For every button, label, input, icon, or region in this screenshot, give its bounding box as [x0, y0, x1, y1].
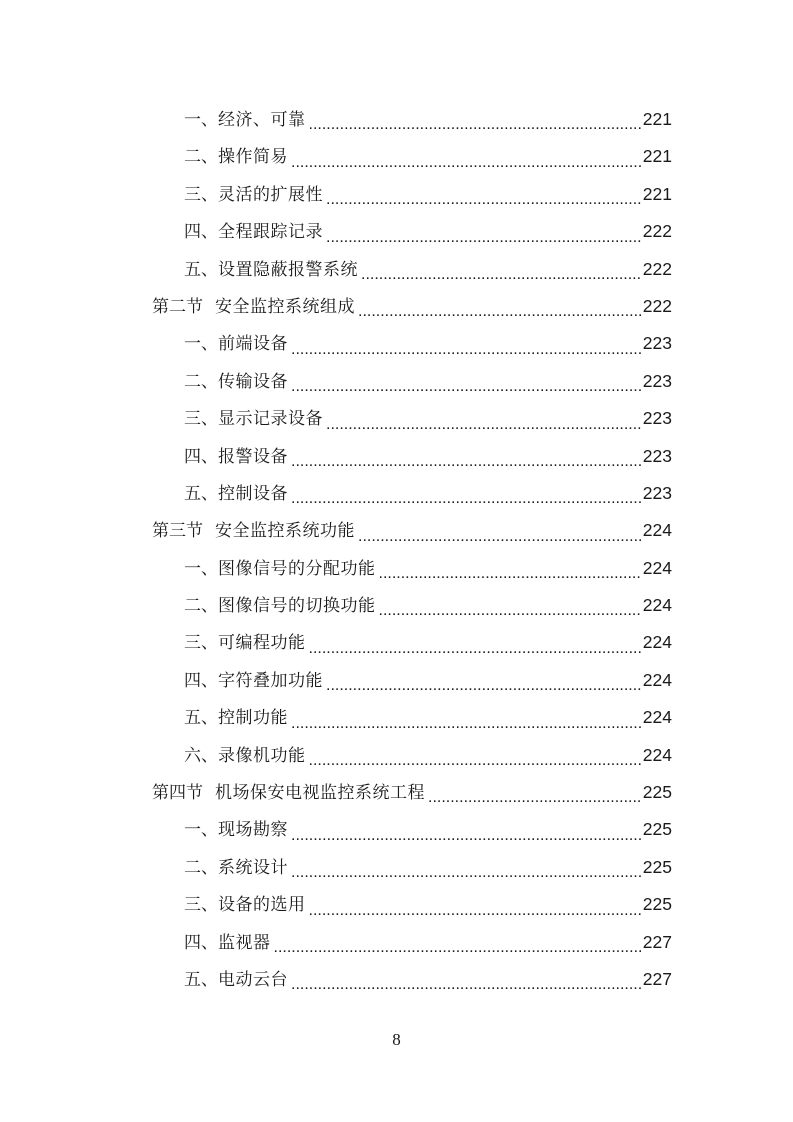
- toc-leader-dots: [289, 972, 642, 998]
- toc-leader-dots: [289, 860, 642, 886]
- toc-leader-dots: [324, 673, 642, 699]
- toc-entry-page: 221: [642, 109, 672, 129]
- toc-entry-title: 设置隐蔽报警系统: [218, 259, 358, 280]
- toc-entry-page: 225: [642, 894, 672, 915]
- toc-entry[interactable]: [152, 213, 672, 250]
- toc-entry-number: 五、: [184, 708, 218, 729]
- toc-entry-page: 224: [642, 520, 672, 541]
- toc-entry-page: 223: [642, 408, 672, 429]
- toc-entry[interactable]: [152, 363, 672, 400]
- toc-entry-page: 222: [642, 258, 672, 279]
- toc-entry-title: 全程跟踪记录: [218, 222, 323, 243]
- toc-entry-page: 224: [642, 669, 672, 690]
- toc-entry-title: 操作简易: [218, 147, 288, 168]
- toc-entry-title: 前端设备: [218, 334, 288, 355]
- toc-entry-number: 一、: [184, 820, 218, 841]
- toc-entry-number: 一、: [184, 558, 218, 579]
- toc-leader-dots: [324, 187, 642, 213]
- toc-entry-page: 225: [642, 819, 672, 840]
- toc-entry-title: 字符叠加功能: [218, 670, 323, 691]
- toc-section-entry[interactable]: [152, 288, 672, 325]
- toc-entry-page: 223: [642, 370, 672, 391]
- toc-entry-number: 第三节: [152, 521, 203, 542]
- toc-entry[interactable]: [152, 811, 672, 848]
- toc-entry[interactable]: [152, 587, 672, 624]
- toc-leader-dots: [307, 898, 642, 924]
- toc-entry-title: 可编程功能: [218, 633, 306, 654]
- toc-leader-dots: [426, 785, 642, 811]
- toc-entry-page: 224: [642, 595, 672, 616]
- table-of-contents: [152, 101, 672, 998]
- toc-entry-title: 安全监控系统组成: [215, 296, 355, 317]
- toc-entry[interactable]: [152, 737, 672, 774]
- toc-entry-page: 224: [642, 632, 672, 653]
- toc-entry[interactable]: [152, 924, 672, 961]
- toc-entry[interactable]: [152, 138, 672, 175]
- toc-entry-title: 灵活的扩展性: [218, 184, 323, 205]
- toc-entry-page: 224: [642, 744, 672, 765]
- toc-leader-dots: [356, 524, 642, 550]
- toc-entry[interactable]: [152, 886, 672, 923]
- toc-leader-dots: [377, 561, 642, 587]
- toc-leader-dots: [289, 711, 642, 737]
- toc-entry[interactable]: [152, 475, 672, 512]
- toc-entry-title: 经济、可靠: [218, 110, 306, 130]
- toc-entry-page: 223: [642, 333, 672, 354]
- toc-entry[interactable]: [152, 849, 672, 886]
- toc-leader-dots: [377, 598, 642, 624]
- toc-entry-number: 四、: [184, 670, 218, 691]
- toc-entry-title: 控制设备: [218, 483, 288, 504]
- toc-entry-title: 现场勘察: [218, 820, 288, 841]
- toc-entry-page: 222: [642, 221, 672, 242]
- toc-entry[interactable]: [152, 400, 672, 437]
- toc-entry[interactable]: [152, 438, 672, 475]
- toc-leader-dots: [307, 636, 642, 662]
- toc-entry-number: 二、: [184, 857, 218, 878]
- toc-entry-number: 五、: [184, 483, 218, 504]
- toc-entry[interactable]: [152, 699, 672, 736]
- page-number: 8: [392, 1030, 401, 1049]
- toc-entry-number: 三、: [184, 895, 218, 916]
- toc-entry-number: 四、: [184, 446, 218, 467]
- toc-entry[interactable]: [152, 101, 672, 138]
- toc-entry-title: 电动云台: [218, 969, 288, 990]
- toc-entry-page: 221: [642, 146, 672, 167]
- toc-leader-dots: [289, 486, 642, 512]
- toc-entry-number: 一、: [184, 110, 218, 130]
- toc-entry-page: 223: [642, 482, 672, 503]
- toc-leader-dots: [289, 823, 642, 849]
- toc-section-entry[interactable]: [152, 512, 672, 549]
- toc-entry-title: 报警设备: [218, 446, 288, 467]
- toc-entry-number: 二、: [184, 147, 218, 168]
- toc-entry-number: 第二节: [152, 296, 203, 317]
- toc-section-entry[interactable]: [152, 774, 672, 811]
- toc-entry-page: 225: [642, 856, 672, 877]
- toc-entry-title: 录像机功能: [218, 745, 306, 766]
- toc-leader-dots: [324, 225, 642, 251]
- toc-entry-title: 系统设计: [218, 857, 288, 878]
- toc-entry-page: 224: [642, 707, 672, 728]
- toc-leader-dots: [356, 299, 642, 325]
- toc-leader-dots: [289, 449, 642, 475]
- toc-entry-number: 三、: [184, 409, 218, 430]
- toc-leader-dots: [289, 374, 642, 400]
- toc-entry-title: 控制功能: [218, 708, 288, 729]
- toc-entry-number: 三、: [184, 633, 218, 654]
- toc-entry[interactable]: [152, 251, 672, 288]
- toc-entry[interactable]: [152, 624, 672, 661]
- toc-entry-number: 二、: [184, 371, 218, 392]
- toc-leader-dots: [359, 262, 642, 288]
- toc-entry-title: 显示记录设备: [218, 409, 323, 430]
- toc-entry-title: 图像信号的分配功能: [218, 558, 376, 579]
- toc-entry-page: 222: [642, 295, 672, 316]
- toc-leader-dots: [289, 337, 642, 363]
- toc-leader-dots: [324, 412, 642, 438]
- toc-entry-number: 一、: [184, 334, 218, 355]
- toc-entry-number: 五、: [184, 969, 218, 990]
- toc-entry-page: 225: [642, 782, 672, 803]
- toc-entry[interactable]: [152, 325, 672, 362]
- toc-entry-number: 五、: [184, 259, 218, 280]
- toc-entry[interactable]: [152, 176, 672, 213]
- toc-entry-title: 传输设备: [218, 371, 288, 392]
- toc-entry-title: 机场保安电视监控系统工程: [215, 783, 425, 804]
- toc-entry-title: 设备的选用: [218, 895, 306, 916]
- toc-entry-title: 安全监控系统功能: [215, 521, 355, 542]
- toc-leader-dots: [307, 112, 642, 138]
- toc-entry-title: 图像信号的切换功能: [218, 596, 376, 617]
- toc-entry-number: 四、: [184, 222, 218, 243]
- toc-entry-number: 三、: [184, 184, 218, 205]
- toc-leader-dots: [272, 935, 642, 961]
- toc-entry[interactable]: [152, 961, 672, 998]
- toc-leader-dots: [289, 150, 642, 176]
- toc-leader-dots: [307, 748, 642, 774]
- toc-entry-page: 221: [642, 183, 672, 204]
- toc-entry-number: 六、: [184, 745, 218, 766]
- toc-entry-number: 第四节: [152, 783, 203, 804]
- toc-entry[interactable]: [152, 550, 672, 587]
- toc-entry-page: 223: [642, 445, 672, 466]
- toc-entry-page: 227: [642, 931, 672, 952]
- toc-entry-title: 监视器: [218, 932, 271, 953]
- toc-entry-page: 224: [642, 557, 672, 578]
- toc-entry-number: 二、: [184, 596, 218, 617]
- toc-entry-number: 四、: [184, 932, 218, 953]
- toc-entry[interactable]: [152, 662, 672, 699]
- toc-entry-page: 227: [642, 968, 672, 989]
